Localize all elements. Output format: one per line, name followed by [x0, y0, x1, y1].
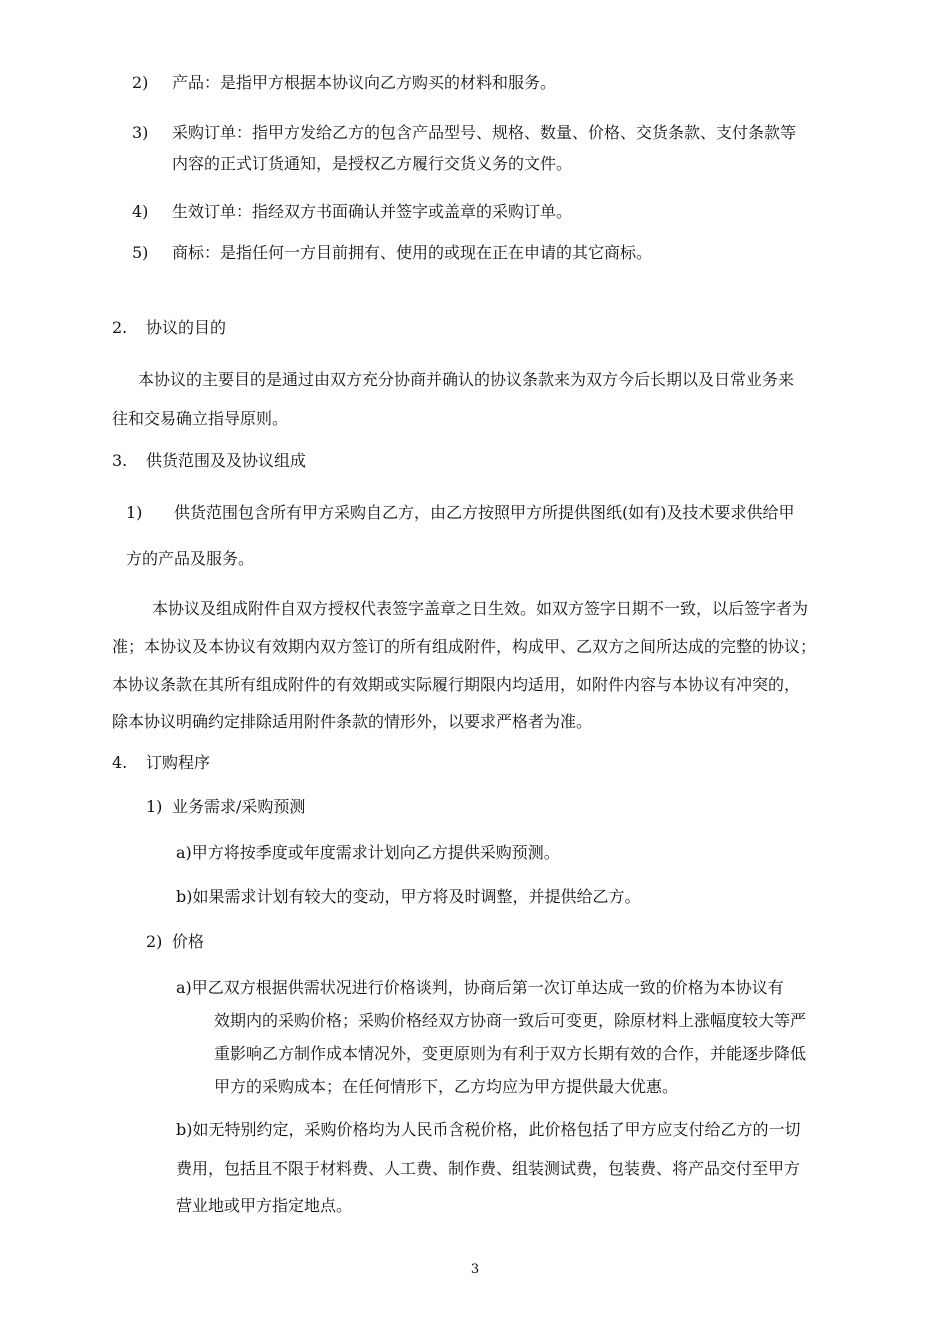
subsection-title: 业务需求/采购预测: [172, 797, 306, 816]
section-number: 3.: [112, 451, 128, 470]
list-item-continued: 营业地或甲方指定地点。: [176, 1196, 353, 1215]
section-number: 4.: [112, 753, 128, 772]
definition-text: 商标：是指任何一方目前拥有、使用的或现在正在申请的其它商标。: [172, 243, 653, 262]
subsection-title: 价格: [172, 932, 205, 951]
definition-text: 生效订单：指经双方书面确认并签字或盖章的采购订单。: [172, 202, 573, 221]
paragraph-line: 本协议条款在其所有组成附件的有效期或实际履行期限内均适用，如附件内容与本协议有冲突的，: [112, 675, 801, 694]
list-item: b)如无特别约定，采购价格均为人民币含税价格，此价格包括了甲方应支付给乙方的一切: [176, 1120, 801, 1139]
paragraph-line: 除本协议明确约定排除适用附件条款的情形外，以要求严格者为准。: [112, 712, 593, 731]
section-title: 订购程序: [146, 753, 211, 772]
list-item-continued: 重影响乙方制作成本情况外，变更原则为有利于双方长期有效的合作，并能逐步降低: [214, 1044, 807, 1063]
list-item-continued: 甲方的采购成本；在任何情形下，乙方均应为甲方提供最大优惠。: [214, 1077, 679, 1096]
paragraph-line: 本协议的主要目的是通过由双方充分协商并确认的协议条款来为双方今后长期以及日常业务来: [138, 370, 795, 389]
item-text: 供货范围包含所有甲方采购自乙方，由乙方按照甲方所提供图纸(如有)及技术要求供给甲: [174, 503, 795, 522]
page-number: 3: [470, 1262, 480, 1277]
paragraph-line: 准；本协议及本协议有效期内双方签订的所有组成附件，构成甲、乙双方之间所达成的完整的协议；: [112, 637, 817, 656]
section-title: 协议的目的: [146, 318, 227, 337]
definition-number: 3): [132, 123, 149, 142]
definition-text: 产品：是指甲方根据本协议向乙方购买的材料和服务。: [172, 73, 557, 92]
definition-number: 4): [132, 202, 149, 221]
paragraph-line: 本协议及组成附件自双方授权代表签字盖章之日生效。如双方签字日期不一致，以后签字者为: [152, 599, 809, 618]
list-item: a)甲乙双方根据供需状况进行价格谈判，协商后第一次订单达成一致的价格为本协议有: [176, 978, 784, 997]
item-text: 方的产品及服务。: [126, 549, 255, 568]
list-item-continued: 效期内的采购价格；采购价格经双方协商一致后可变更，除原材料上涨幅度较大等严: [214, 1011, 807, 1030]
definition-number: 2): [132, 73, 149, 92]
paragraph-line: 往和交易确立指导原则。: [112, 409, 289, 428]
subsection-number: 1): [146, 797, 163, 816]
list-item-continued: 费用，包括且不限于材料费、人工费、制作费、组装测试费，包装费、将产品交付至甲方: [176, 1159, 801, 1178]
definition-text: 采购订单：指甲方发给乙方的包含产品型号、规格、数量、价格、交货条款、支付条款等: [172, 123, 797, 142]
list-item: b)如果需求计划有较大的变动，甲方将及时调整，并提供给乙方。: [176, 887, 641, 906]
section-number: 2.: [112, 318, 128, 337]
definition-text: 内容的正式订货通知，是授权乙方履行交货义务的文件。: [172, 154, 573, 173]
definition-number: 5): [132, 243, 149, 262]
list-item: a)甲方将按季度或年度需求计划向乙方提供采购预测。: [176, 843, 560, 862]
section-title: 供货范围及及协议组成: [146, 451, 307, 470]
item-number: 1): [126, 503, 143, 522]
subsection-number: 2): [146, 932, 163, 951]
